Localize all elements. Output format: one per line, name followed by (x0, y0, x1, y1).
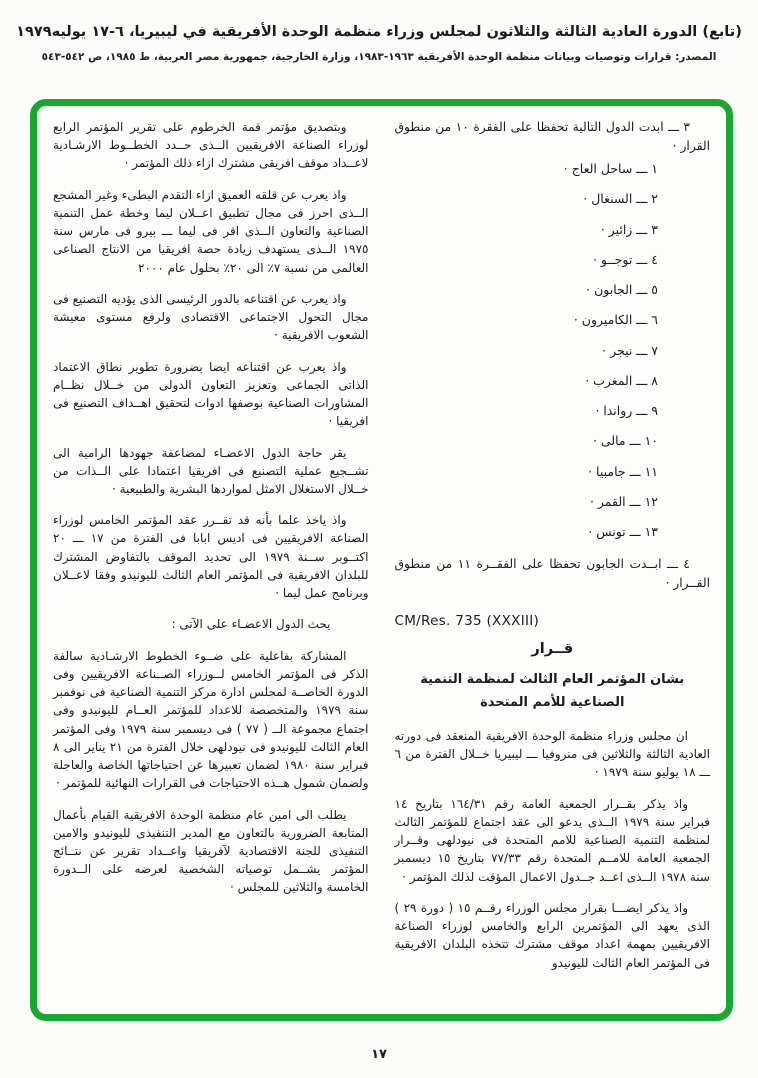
country-list-item: ٣ ـــ زائير · (600, 221, 658, 237)
paragraph: واذ يعرب عن اقتناعه بالدور الرئيسى الذى يؤديه التصنيع فى مجال التحول الاجتماعى الاقتصادى ولرفع مستوى معيشة الشعوب الافريقية · (53, 291, 369, 343)
paragraph: واذ ياخذ علما بأنه قد تقــرر عقد المؤتمر الخامس لوزراء الصناعة الافريقيين فى اديس ابابا فى الفترة من ١٧ ـــ ٢٠ اكتــوبر ســنة ١٩٧٩ الى تحديد الموقف بالتفاوض المشترك للبلدان الافريقية فى المؤتمر العام الثالث لليونيدو وفقا لاعــلان وبرنامج عمل ليما · (53, 513, 369, 601)
paragraph: واذ يعرب عن اقتناعه ايضا بضرورة تطوير نطاق الاعتماد الذاتى الجماعى وتعزيز التعاون الدولى من خــلال نظــام المشاورات الصناعية بوصفها ادوات لتحقيق اهــداف التصنيع فى افريقيا · (53, 359, 369, 429)
country-list-item: ٥ ـــ الجابون · (586, 282, 658, 298)
paragraph: يطلب الى امين عام منظمة الوحدة الافريقية القيام بأعمال المتابعة الضرورية بالتعاون مع المدير التنفيذى لليونيدو والامين التنفيذى للجنة الاقتصادية لآفريقيا واعــداد تقرير عن نتــائج المؤتمر يشــمل توصياته الشخصية لعرضه على الــدورة الخامسة والثلاثين للمجلس · (53, 807, 369, 895)
country-list-item: ٦ ـــ الكاميرون · (573, 312, 658, 328)
column-left (53, 118, 369, 1006)
paragraph: يقر حاجة الدول الاعضـاء لمضاعفة جهودها الرامية الى تشــجيع عملية التصنيع فى افريقيا اعتمادا على الــذات من خــلال الاستغلال الامثل لمواردها البشرية والطبيعية · (53, 445, 369, 496)
paragraph: وبتصديق مؤتمر قمة الخرطوم على تقرير المؤتمر الرابع لوزراء الصناعة الافريقيين الــذى حــدد الخطــوط الارشـادية لاعــداد موقف افريقى مشترك ازاء ذلك المؤتمر · (53, 120, 369, 171)
resolution-subject (395, 669, 711, 715)
resolution-heading: قــرار (531, 641, 574, 658)
country-list-item: ٩ ـــ رواندا · (595, 403, 658, 419)
country-list-item: ٧ ـــ نيجر · (602, 342, 658, 358)
paragraph: يحث الدول الاعضـاء على الآتى : (171, 617, 331, 632)
resolution-reference: CM/Res. 735 (XXXIII) (394, 613, 540, 630)
country-list-item: ١٠ ـــ مالى · (592, 433, 658, 449)
paragraph: واذ يعرب عن قلقه العميق ازاء التقدم البطىء وغير المشجع الــذى احرز فى مجال تطبيق اعــلان ليما وخطة عمل التنمية الصناعية والتعاون الــذى اقر فى ليما ـــ بيرو فى مارس سنة ١٩٧٥ الــذى يستهدف زيادة حصة افريقيا من الانتاج الصناعى العالمى من نسبة ٧٪ الى ٢٠٪ بحلول عام ٢٠٠٠ (53, 187, 369, 275)
paragraph: واذ يذكر ايضـــا بقرار مجلس الوزراء رقــم ١٥ ( دورة ٢٩ ) الذى يعهد الى المؤتمرين الرابع والخامس لوزراء الصناعة الافريقيين بمهمة اعداد موقف مشترك تتخذه البلدان الافريقية فى المؤتمر العام الثالث لليونيدو (394, 900, 710, 970)
country-list-item: ٨ ـــ المغرب · (585, 372, 658, 388)
paragraph: ان مجلس وزراء منظمة الوحدة الافريقية المنعقد فى دورته العادية الثالثة والثلاثين فى منروفيا ـــ ليبيريا خــلال الفترة من ٦ ـــ ١٨ يوليو سنة ١٩٧٩ · (394, 728, 710, 780)
paragraph: واذ يذكر بقــرار الجمعية العامة رقم ١٦٤/٣١ بتاريخ ١٤ فبراير سنة ١٩٧٩ الــذى يدعو الى عقد اجتماع للمؤتمر الثالث لمنظمة التنمية الصناعية للامم المتحدة فى نيودلهى وقــرار الجمعية العامة للامــم المتحدة رقم ٧٧/٣٣ بتاريخ ١٥ ديسمبر سنة ١٩٧٨ الــذى اعــد جــدول الاعمال المؤقت لذلك المؤتمر · (394, 796, 711, 884)
country-list-item: ١٣ ـــ تونس · (588, 524, 658, 540)
country-list-item: ٢ ـــ السنغال · (583, 191, 658, 207)
page-header (0, 24, 758, 63)
country-list-item: ١ ـــ ساحل العاج · (563, 161, 658, 177)
reservation-note-4: ٤ ـــ ابــدت الجابون تحفظا على الفقــرة ١١ من منطوق القــرار · (394, 557, 710, 591)
page-number: ١٧ (371, 1047, 387, 1062)
paragraph: المشاركة بفاعلية على ضــوء الخطوط الارشـادية سالفة الذكر فى المؤتمر الخامس لــوزراء الصــناعة الافريقيين وفى الدورة الخاصــة لمجلس ادارة مركز التنمية الصناعية فى نوفمبر سنة ١٩٧٩ والمتخصصة للاعداد للمؤتمر العــام لليونيدو وفى اجتماع مجموعة الــ ( ٧٧ ) فى ديسمبر سنة ١٩٧٩ وفى المؤتمر العام الثالث لليونيدو فى نيودلهى خلال الفترة من ٢١ يناير الى ٨ فبراير سنة ١٩٨٠ لضمان تعبيرها عن احتياجاتها الخاصة والعاجلة ولضمان شمول هــذه الاحتياجات فى القرارات النهائية للمؤتمر · (53, 648, 369, 791)
page-footer (0, 1043, 758, 1062)
country-list-item: ١١ ـــ جامبيا · (588, 463, 658, 479)
country-list-item: ٤ ـــ توجــو · (592, 251, 658, 267)
resolution-subject-line2: الصناعية للأمم المتحدة (480, 695, 625, 711)
source-line: المصدر: قرارات وتوصيات وبيانات منظمة الوحدة الأفريقية ١٩٦٣-١٩٨٣، وزارة الخارجية، جمهورية مصر العربية، ط ١٩٨٥، ص ٥٤٢-٥٤٣ (41, 51, 717, 63)
content-frame (30, 99, 733, 1021)
column-right (395, 118, 711, 1006)
two-column-layout (53, 118, 710, 1006)
reservation-note-3: ٣ ـــ ابدت الدول التالية تحفظا على الفقرة ١٠ من منطوق القرار · (394, 120, 710, 154)
country-list-item: ١٢ ـــ القمر · (589, 493, 658, 509)
session-title: (تابع) الدورة العادية الثالثة والثلاثون لمجلس وزراء منظمة الوحدة الأفريقية في ليبيريا، ٦-١٧ يوليه١٩٧٩ (16, 24, 742, 40)
resolution-subject-line1: بشان المؤتمر العام الثالث لمنظمة التنمية (420, 672, 685, 688)
